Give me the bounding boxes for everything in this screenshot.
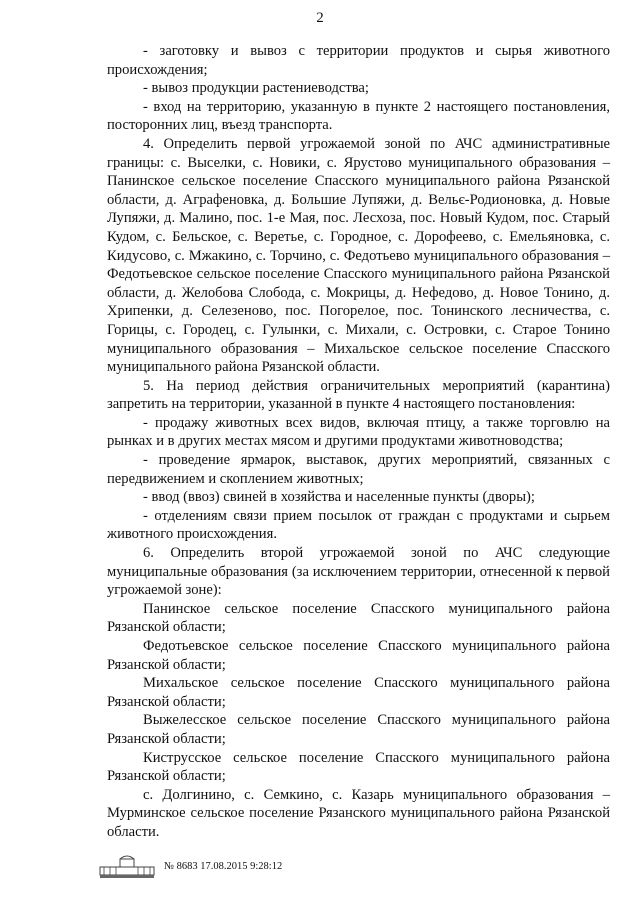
paragraph: - отделениям связи прием посылок от граждан с продуктами и сырьем животного происхождения. [107, 507, 610, 543]
paragraph: - заготовку и вывоз с территории продуктов и сырья животного происхождения; [107, 43, 610, 78]
paragraph: Киструсское сельское поселение Спасского муниципального района Рязанской области; [107, 749, 610, 785]
registration-stamp: № 8683 17.08.2015 9:28:12 [164, 860, 283, 872]
page-number: 2 [316, 10, 324, 26]
paragraph: 4. Определить первой угрожаемой зоной по АЧС административные границы: с. Выселки, с. Новики, с. Ярустово муниципального образования – Панинское сельское поселение Спасского муниципального района Рязанской области, д. Аграфеновка, д. Большие Лупяжи, д. Вельє-Родионовка, д. Новые Лупяжи, д. Малино, пос. 1-е Мая, пос. Лесхоза, пос. Новый Кудом, пос. Старый Кудом, с. Бельское, с. Веретье, с. Городное, с. Дорофеево, с. Емельяновка, с. Кидусово, с. Мжакино, с. Торчино, с. Федотьево муниципального образования – Федотьевское сельское поселение Спасского муниципального района Рязанской области, д. Желобова Слобода, с. Мокрицы, д. Нефедово, д. Новое Тонино, д. Хрипенки, д. Селезеново, пос. Погорелое, пос. Тонинского лесничества, с. Горицы, с. Городец, с. Гулынки, с. Михали, с. Островки, с. Старое Тонино муниципального образования – Михальское сельское поселение Спасского муниципального района Рязанской области. [107, 135, 610, 376]
paragraph: - вход на территорию, указанную в пункте 2 настоящего постановления, посторонних лиц, въезд транспорта. [107, 98, 610, 134]
paragraph: Федотьевское сельское поселение Спасского муниципального района Рязанской области; [107, 638, 610, 673]
building-logo-icon [98, 853, 156, 879]
paragraph: - вывоз продукции растениеводства; [143, 80, 369, 97]
paragraph: - ввод (ввоз) свиней в хозяйства и населенные пункты (дворы); [143, 489, 535, 506]
document-body [107, 42, 610, 842]
paragraph: с. Долгинино, с. Семкино, с. Казарь муниципального образования – Мурминское сельское поселение Рязанского муниципального района Рязанской области. [107, 786, 610, 840]
footer-stamp [98, 853, 282, 879]
paragraph: 6. Определить второй угрожаемой зоной по АЧС следующие муниципальные образования (за исключением территории, отнесенной к первой угрожаемой зоне): [107, 545, 610, 599]
paragraph: Панинское сельское поселение Спасского муниципального района Рязанской области; [107, 600, 610, 636]
paragraph: Михальское сельское поселение Спасского муниципального района Рязанской области; [107, 675, 610, 710]
paragraph: - проведение ярмарок, выставок, других мероприятий, связанных с передвижением и скоплением животных; [107, 452, 610, 487]
paragraph: 5. На период действия ограничительных мероприятий (карантина) запретить на территории, указанной в пункте 4 настоящего постановления: [107, 377, 610, 413]
paragraph: Выжелесское сельское поселение Спасского муниципального района Рязанской области; [107, 712, 610, 747]
paragraph: - продажу животных всех видов, включая птицу, а также торговлю на рынках и в других местах мясом и другими продуктами животноводства; [107, 414, 610, 450]
